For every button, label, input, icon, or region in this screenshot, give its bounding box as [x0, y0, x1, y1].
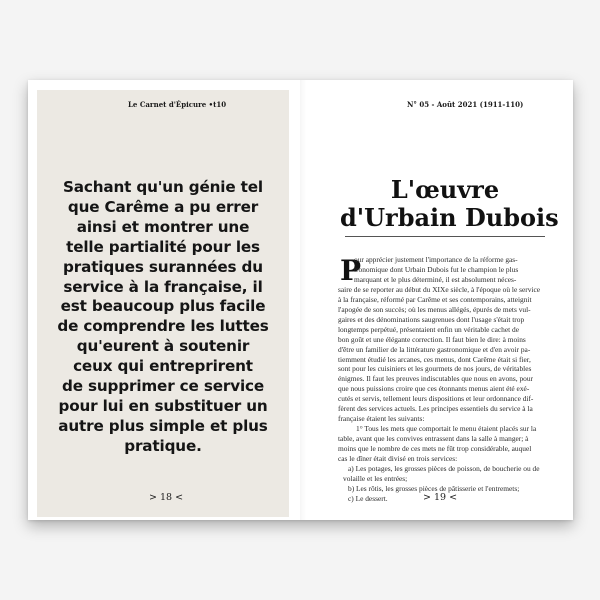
body-line: 1° Tous les mets que comportait le menu étaient placés sur la	[356, 424, 537, 434]
right-page-number: > 19 <	[423, 492, 458, 503]
pull-quote-line: que Carême a pu errer	[67, 197, 259, 216]
book-gutter	[300, 80, 306, 520]
body-line: tronomique dont Urbain Dubois fut le champion le plus	[354, 264, 519, 274]
body-line: a) Les potages, les grosses pièces de poisson, de boucherie ou de	[348, 464, 540, 474]
body-line: table, avant que les convives entrassent dans la salle à manger; à	[338, 434, 529, 444]
body-line: fèrent des services actuels. Les principes essentiels du service à la	[338, 404, 533, 414]
pull-quote-line: pour lui en substituer un	[58, 396, 268, 415]
body-line: sont pour les cuisiniers et les gourmets de nos jours, de véritables	[338, 364, 532, 374]
pull-quote-line: ainsi et montrer une	[76, 217, 250, 236]
pull-quote-line: de comprendre les luttes	[57, 317, 269, 336]
body-line: marquant et le plus déterminé, il est absolument néces-	[354, 274, 517, 284]
body-line: énigmes. Il faut les preuves indiscutables que nous en avons, pour	[338, 374, 533, 384]
body-line: cutés et servis, tellement leurs dispositions et leur ordonnance dif-	[338, 394, 534, 404]
body-line: volaille et les entrées;	[343, 473, 408, 483]
pull-quote-line: telle partialité pour les	[66, 237, 260, 256]
body-line: l'apogée de son succès; où les menus allégés, épurés de mets vul-	[338, 304, 531, 314]
body-line: à la française, réformé par Carême et ses contemporains, atteignit	[338, 294, 532, 304]
pull-quote	[50, 178, 276, 457]
pull-quote-line: service à la française, il	[63, 277, 263, 296]
pull-quote-line: autre plus simple et plus	[58, 416, 268, 435]
body-line: b) Les rôtis, les grosses pièces de pâtisserie et l'entremets;	[348, 483, 520, 493]
body-line: our apprécier justement l'importance de la réforme gas-	[354, 255, 518, 264]
pull-quote-line: est beaucoup plus facile	[60, 297, 266, 316]
body-line: longtemps perpétué, présentaient enfin un véritable cachet de	[338, 324, 519, 334]
body-line: cas le dîner était divisé en trois services:	[338, 454, 458, 464]
pull-quote-line: Sachant qu'un génie tel	[63, 178, 263, 196]
body-line: que nous puissions croire que ces étonnants menus aient été exé-	[338, 384, 530, 394]
left-running-head: Le Carnet d'Épicure •t10	[128, 100, 227, 109]
drop-cap: P	[340, 254, 362, 287]
article-body	[338, 255, 556, 504]
pull-quote-line: pratiques surannées du	[63, 257, 263, 276]
article-title-line-2: d'Urbain Dubois	[340, 203, 559, 232]
article-title-line-1: L'œuvre	[390, 175, 500, 204]
pull-quote-line: qu'eurent à soutenir	[76, 337, 250, 356]
article-title	[340, 175, 559, 232]
body-line: c) Le dessert.	[348, 493, 388, 503]
pull-quote-line: pratique.	[124, 436, 202, 455]
right-running-head: N° 05 - Août 2021 (1911-110)	[407, 100, 524, 109]
pull-quote-line: de supprimer ce service	[61, 377, 265, 396]
pull-quote-line: ceux qui entreprirent	[73, 357, 253, 376]
title-underline	[345, 236, 545, 237]
left-page-number: > 18 <	[149, 492, 184, 503]
body-line: d'être un familier de la littérature gastronomique et d'en avoir pa-	[338, 344, 531, 354]
body-line: française étaient les suivants:	[338, 414, 425, 424]
body-line: gaires et des dénominations saugrenues dont l'usage s'était trop	[338, 314, 525, 324]
body-line: moins que le nombre de ces mets ne fût trop considérable, auquel	[338, 444, 532, 454]
body-line: bon goût et une élégante correction. Il faut bien le dire: à moins	[338, 334, 526, 344]
body-line: saire de se reporter au début du XIXe siècle, à l'époque où le service	[338, 284, 541, 294]
body-line: tiemment étudié les arcanes, ces menus, dont Carême était si fier,	[338, 354, 531, 364]
